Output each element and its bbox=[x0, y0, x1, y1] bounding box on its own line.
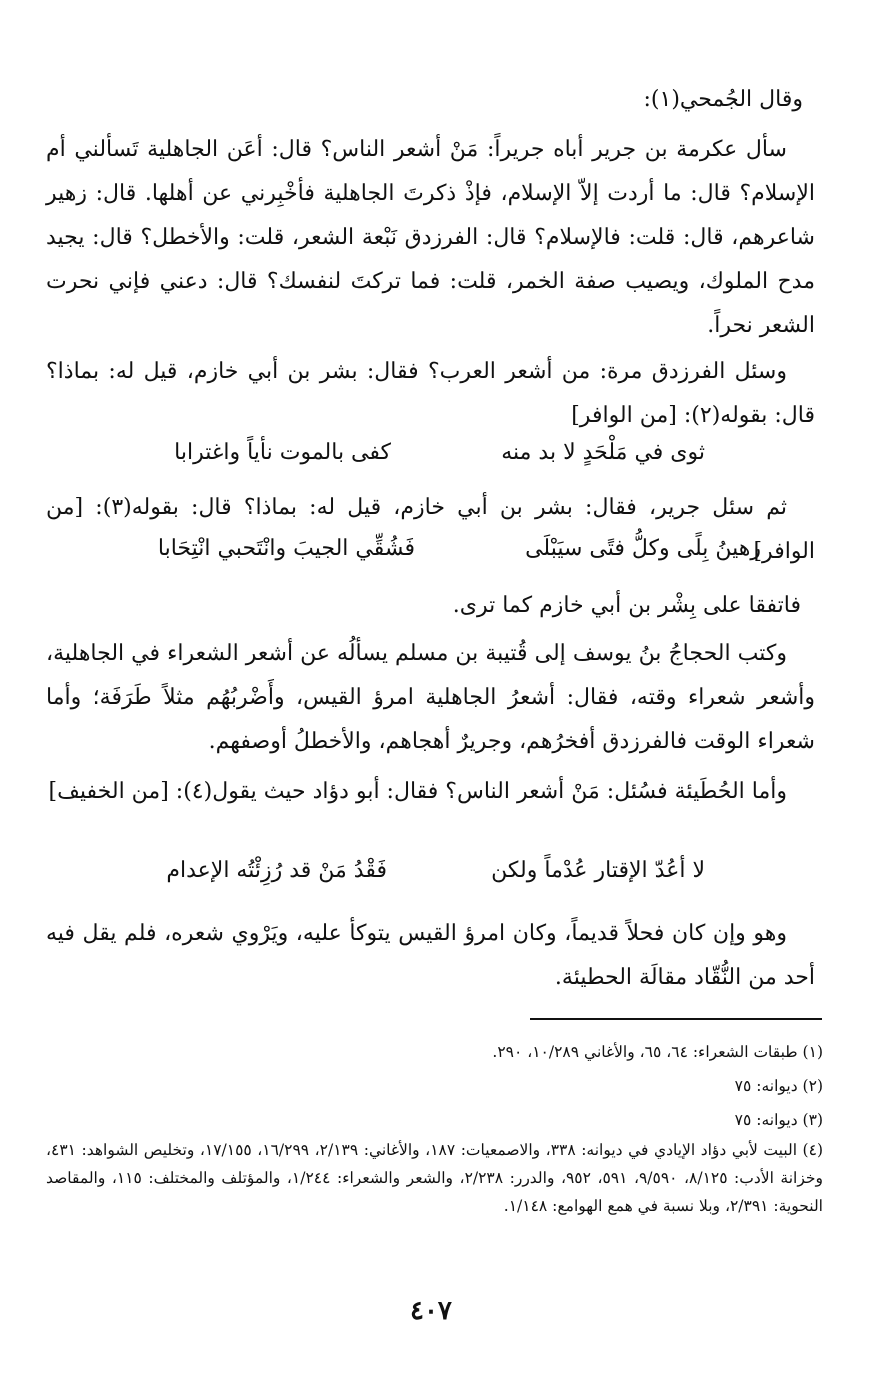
verse-2-second-hemistich: فَشُقِّي الجيبَ وانْتَحبي انْتِحَابا bbox=[157, 536, 415, 561]
footnote-3: (٣) ديوانه: ٧٥ bbox=[734, 1111, 823, 1129]
paragraph-jarir: ثم سئل جرير، فقال: بشر بن أبي خازم، قيل له: بماذا؟ قال: بقوله(٣): [من الوافر] bbox=[46, 495, 815, 564]
paragraph-agreement: فاتفقا على بِشْر بن أبي خازم كما ترى. bbox=[452, 593, 801, 618]
footnote-2: (٢) ديوانه: ٧٥ bbox=[734, 1077, 823, 1095]
footnote-separator bbox=[530, 1018, 822, 1020]
paragraph-farazdaq: وسئل الفرزدق مرة: من أشعر العرب؟ فقال: بشر بن أبي خازم، قيل له: بماذا؟ قال: بقوله(٢): [من الوافر] bbox=[46, 359, 815, 428]
verse-1-second-hemistich: كفى بالموت نأياً واغترابا bbox=[174, 440, 391, 465]
verse-1-first-hemistich: ثوى في مَلْحَدٍ لا بد منه bbox=[501, 440, 705, 465]
paragraph-hajjaj: وكتب الحجاجُ بنُ يوسف إلى قُتيبة بن مسلم يسألُه عن أشعر الشعراء في الجاهلية، وأشعر شعراء وقته، فقال: أشعرُ الجاهلية امرؤ القيس، وأَضْربُهُم مثلاً طَرَفَة؛ وأما شعراء الوقت فالفرزدق أفخرُهم، وجريرٌ أهجاهم، والأخطلُ أوصفهم. bbox=[46, 641, 815, 754]
page-number: ٤٠٧ bbox=[410, 1296, 452, 1326]
paragraph-intro: وقال الجُمحي(١): bbox=[643, 87, 803, 112]
paragraph-conclusion: وهو وإن كان فحلاً قديماً، وكان امرؤ القيس يتوكأ عليه، ويَرْوي شعره، فلم يقل فيه أحد من النُّقّاد مقالَة الحطيئة. bbox=[46, 921, 815, 990]
verse-3-first-hemistich: لا أعُدّ الإقتار عُدْماً ولكن bbox=[491, 858, 705, 883]
footnote-1: (١) طبقات الشعراء: ٦٤، ٦٥، والأغاني ١٠/٢٨٩، ٢٩٠. bbox=[492, 1043, 823, 1061]
paragraph-ikrima: سأل عكرمة بن جرير أباه جريراً: مَنْ أشعر الناس؟ قال: أعَن الجاهلية تَسألني أم الإسلام؟ قال: ما أردت إلاّ الإسلام، فإذْ ذكرتَ الجاهلية فأخْبِرني عن أهلها. قال: زهير شاعرهم، قال: قلت: فالإسلام؟ قال: الفرزدق نَبْعة الشعر، قلت: والأخطل؟ قال: يجيد مدح الملوك، ويصيب صفة الخمر، قلت: فما تركتَ لنفسك؟ قال: دعني فإني نحرت الشعر نحراً. bbox=[46, 137, 815, 338]
verse-2-first-hemistich: رهينُ بِلًى وكلُّ فتًى سيَبْلَى bbox=[525, 536, 761, 561]
verse-3-second-hemistich: فَقْدُ مَنْ قد رُزِئْتُه الإعدام bbox=[166, 858, 387, 883]
paragraph-hutayah: وأما الحُطَيئة فسُئل: مَنْ أشعر الناس؟ فقال: أبو دؤاد حيث يقول(٤): [من الخفيف] bbox=[48, 779, 787, 804]
footnote-4: (٤) البيت لأبي دؤاد الإيادي في ديوانه: ٣٣٨، والاصمعيات: ١٨٧، والأغاني: ٢/١٣٩، ١٦/٢٩٩، ١٧/١٥٥، وتخليص الشواهد: ٤٣١، وخزانة الأدب: ٨/١٢٥، ٩/٥٩٠، ٥٩١، ٩٥٢، والدرر: ٢/٢٣٨، والشعر والشعراء: ١/٢٤٤، والمؤتلف والمختلف: ١١٥، والمقاصد النحوية: ٢/٣٩١، وبلا نسبة في همع الهوامع: ١/١٤٨. bbox=[46, 1141, 823, 1215]
